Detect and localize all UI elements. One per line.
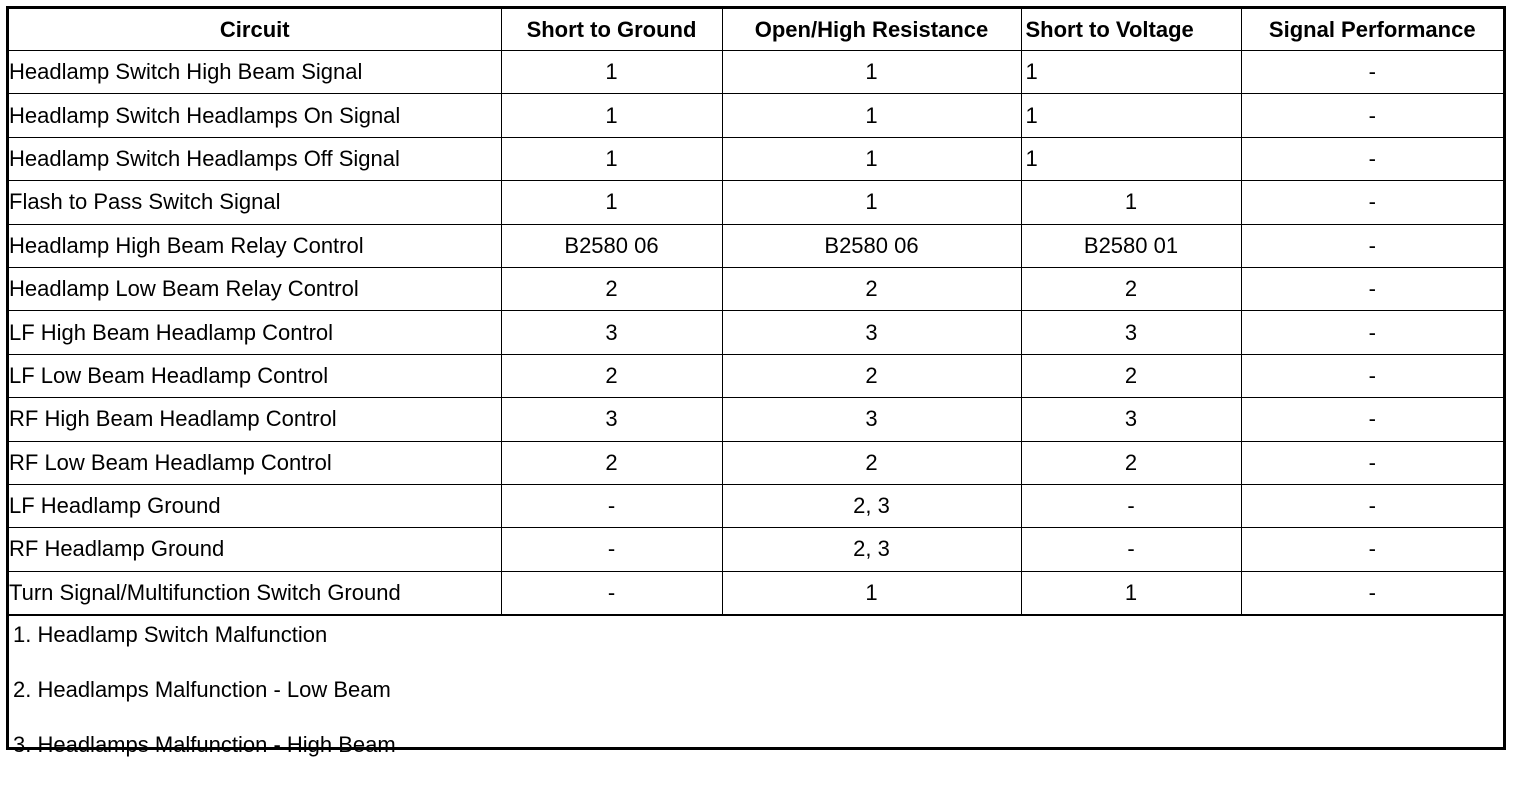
table-row bbox=[9, 181, 1503, 224]
signal-performance-cell: - bbox=[1241, 137, 1503, 180]
signal-performance-cell: - bbox=[1241, 51, 1503, 94]
open-high-resistance-cell: B2580 06 bbox=[722, 224, 1021, 267]
header-open-high-resistance: Open/High Resistance bbox=[722, 9, 1021, 51]
table-row bbox=[9, 484, 1503, 527]
signal-performance-cell: - bbox=[1241, 224, 1503, 267]
table-row bbox=[9, 398, 1503, 441]
table-row bbox=[9, 267, 1503, 310]
short-to-ground-cell: 1 bbox=[501, 181, 722, 224]
short-to-ground-cell: 1 bbox=[501, 94, 722, 137]
circuit-cell: Headlamp Switch Headlamps Off Signal bbox=[9, 137, 501, 180]
header-circuit: Circuit bbox=[9, 9, 501, 51]
short-to-voltage-cell: 2 bbox=[1021, 354, 1241, 397]
short-to-ground-cell: - bbox=[501, 571, 722, 614]
signal-performance-cell: - bbox=[1241, 571, 1503, 614]
open-high-resistance-cell: 3 bbox=[722, 311, 1021, 354]
open-high-resistance-cell: 2 bbox=[722, 354, 1021, 397]
short-to-voltage-cell: 2 bbox=[1021, 267, 1241, 310]
short-to-voltage-cell: 3 bbox=[1021, 311, 1241, 354]
circuit-fault-table bbox=[9, 9, 1503, 615]
short-to-ground-cell: 2 bbox=[501, 354, 722, 397]
table-row bbox=[9, 51, 1503, 94]
table-row bbox=[9, 94, 1503, 137]
short-to-ground-cell: - bbox=[501, 484, 722, 527]
header-short-to-ground: Short to Ground bbox=[501, 9, 722, 51]
circuit-cell: Headlamp Switch Headlamps On Signal bbox=[9, 94, 501, 137]
open-high-resistance-cell: 2 bbox=[722, 267, 1021, 310]
open-high-resistance-cell: 1 bbox=[722, 137, 1021, 180]
circuit-cell: Headlamp Switch High Beam Signal bbox=[9, 51, 501, 94]
open-high-resistance-cell: 3 bbox=[722, 398, 1021, 441]
short-to-voltage-cell: 2 bbox=[1021, 441, 1241, 484]
circuit-cell: Headlamp Low Beam Relay Control bbox=[9, 267, 501, 310]
signal-performance-cell: - bbox=[1241, 94, 1503, 137]
open-high-resistance-cell: 1 bbox=[722, 181, 1021, 224]
signal-performance-cell: - bbox=[1241, 528, 1503, 571]
short-to-voltage-cell: 3 bbox=[1021, 398, 1241, 441]
header-short-to-voltage: Short to Voltage bbox=[1021, 9, 1241, 51]
circuit-cell: Headlamp High Beam Relay Control bbox=[9, 224, 501, 267]
table-row bbox=[9, 311, 1503, 354]
circuit-cell: RF Low Beam Headlamp Control bbox=[9, 441, 501, 484]
header-signal-performance: Signal Performance bbox=[1241, 9, 1503, 51]
signal-performance-cell: - bbox=[1241, 354, 1503, 397]
circuit-cell: LF Low Beam Headlamp Control bbox=[9, 354, 501, 397]
signal-performance-cell: - bbox=[1241, 181, 1503, 224]
short-to-voltage-cell: B2580 01 bbox=[1021, 224, 1241, 267]
circuit-cell: Flash to Pass Switch Signal bbox=[9, 181, 501, 224]
short-to-ground-cell: 1 bbox=[501, 137, 722, 180]
table-row bbox=[9, 528, 1503, 571]
short-to-ground-cell: - bbox=[501, 528, 722, 571]
fault-table-container bbox=[6, 6, 1506, 758]
signal-performance-cell: - bbox=[1241, 398, 1503, 441]
table-row bbox=[9, 137, 1503, 180]
short-to-ground-cell: 2 bbox=[501, 441, 722, 484]
footnote-2: 2. Headlamps Malfunction - Low Beam bbox=[13, 677, 391, 703]
circuit-cell: LF High Beam Headlamp Control bbox=[9, 311, 501, 354]
footnote-1: 1. Headlamp Switch Malfunction bbox=[13, 622, 328, 648]
short-to-ground-cell: 3 bbox=[501, 311, 722, 354]
short-to-voltage-cell: - bbox=[1021, 484, 1241, 527]
table-row bbox=[9, 571, 1503, 614]
circuit-cell: RF High Beam Headlamp Control bbox=[9, 398, 501, 441]
signal-performance-cell: - bbox=[1241, 484, 1503, 527]
header-row bbox=[9, 9, 1503, 51]
open-high-resistance-cell: 2, 3 bbox=[722, 528, 1021, 571]
open-high-resistance-cell: 1 bbox=[722, 571, 1021, 614]
short-to-voltage-cell: 1 bbox=[1021, 181, 1241, 224]
footnote-3: 3. Headlamps Malfunction - High Beam bbox=[13, 732, 396, 758]
circuit-cell: Turn Signal/Multifunction Switch Ground bbox=[9, 571, 501, 614]
table-row bbox=[9, 441, 1503, 484]
short-to-voltage-cell: - bbox=[1021, 528, 1241, 571]
short-to-voltage-cell: 1 bbox=[1021, 137, 1241, 180]
short-to-ground-cell: 2 bbox=[501, 267, 722, 310]
circuit-cell: LF Headlamp Ground bbox=[9, 484, 501, 527]
signal-performance-cell: - bbox=[1241, 441, 1503, 484]
signal-performance-cell: - bbox=[1241, 311, 1503, 354]
open-high-resistance-cell: 2, 3 bbox=[722, 484, 1021, 527]
short-to-voltage-cell: 1 bbox=[1021, 571, 1241, 614]
footnotes bbox=[9, 615, 1503, 789]
table-row bbox=[9, 354, 1503, 397]
signal-performance-cell: - bbox=[1241, 267, 1503, 310]
open-high-resistance-cell: 1 bbox=[722, 51, 1021, 94]
short-to-ground-cell: B2580 06 bbox=[501, 224, 722, 267]
short-to-voltage-cell: 1 bbox=[1021, 94, 1241, 137]
short-to-voltage-cell: 1 bbox=[1021, 51, 1241, 94]
open-high-resistance-cell: 2 bbox=[722, 441, 1021, 484]
open-high-resistance-cell: 1 bbox=[722, 94, 1021, 137]
short-to-ground-cell: 1 bbox=[501, 51, 722, 94]
circuit-cell: RF Headlamp Ground bbox=[9, 528, 501, 571]
short-to-ground-cell: 3 bbox=[501, 398, 722, 441]
table-row bbox=[9, 224, 1503, 267]
